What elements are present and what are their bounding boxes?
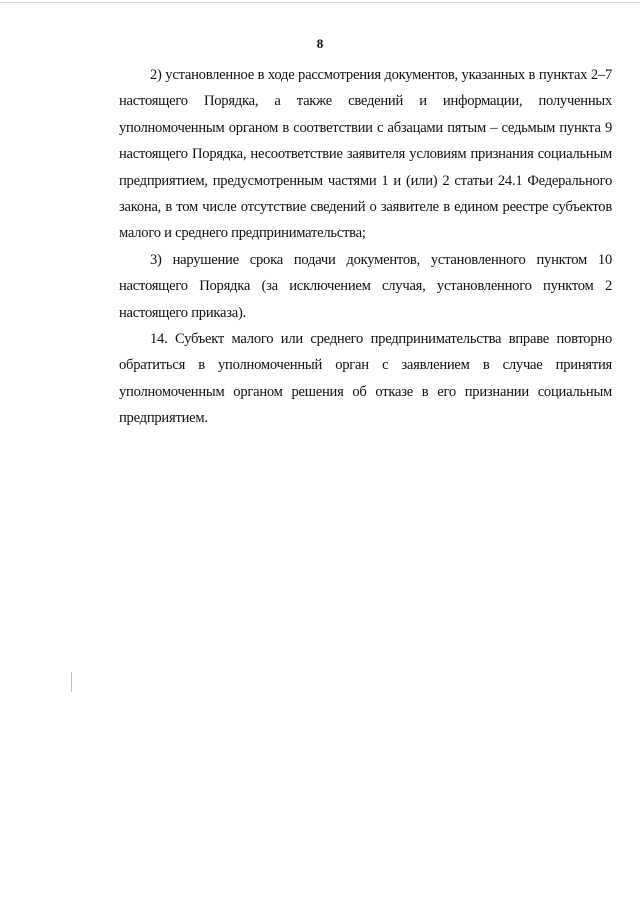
paragraph-item-2: 2) установленное в ходе рассмотрения документов, указанных в пунктах 2–7 настоящего Порядка, а также сведений и информации, полученных уполномоченным органом в соответствии с абзацами пятым – седьмым пункта 9 настоящего Порядка, несоответствие заявителя условиям признания социальным предприятием, предусмотренным частями 1 и (или) 2 статьи 24.1 Федерального закона, в том числе отсутствие сведений о заявителе в едином реестре субъектов малого и среднего предпринимательства; bbox=[119, 67, 612, 242]
paragraph-item-3: 3) нарушение срока подачи документов, установленного пунктом 10 настоящего Порядка (за исключением случая, установленного пунктом 2 настоящего приказа). bbox=[119, 251, 612, 321]
top-border-line bbox=[0, 2, 640, 3]
page-number: 8 bbox=[316, 36, 324, 51]
scan-artifact-line bbox=[71, 672, 72, 692]
paragraph-section-14: 14. Субъект малого или среднего предпринимательства вправе повторно обратиться в уполномоченный орган с заявлением в случае принятия уполномоченным органом решения об отказе в его признании социальным предприятием. bbox=[119, 331, 612, 427]
document-body bbox=[119, 62, 612, 432]
